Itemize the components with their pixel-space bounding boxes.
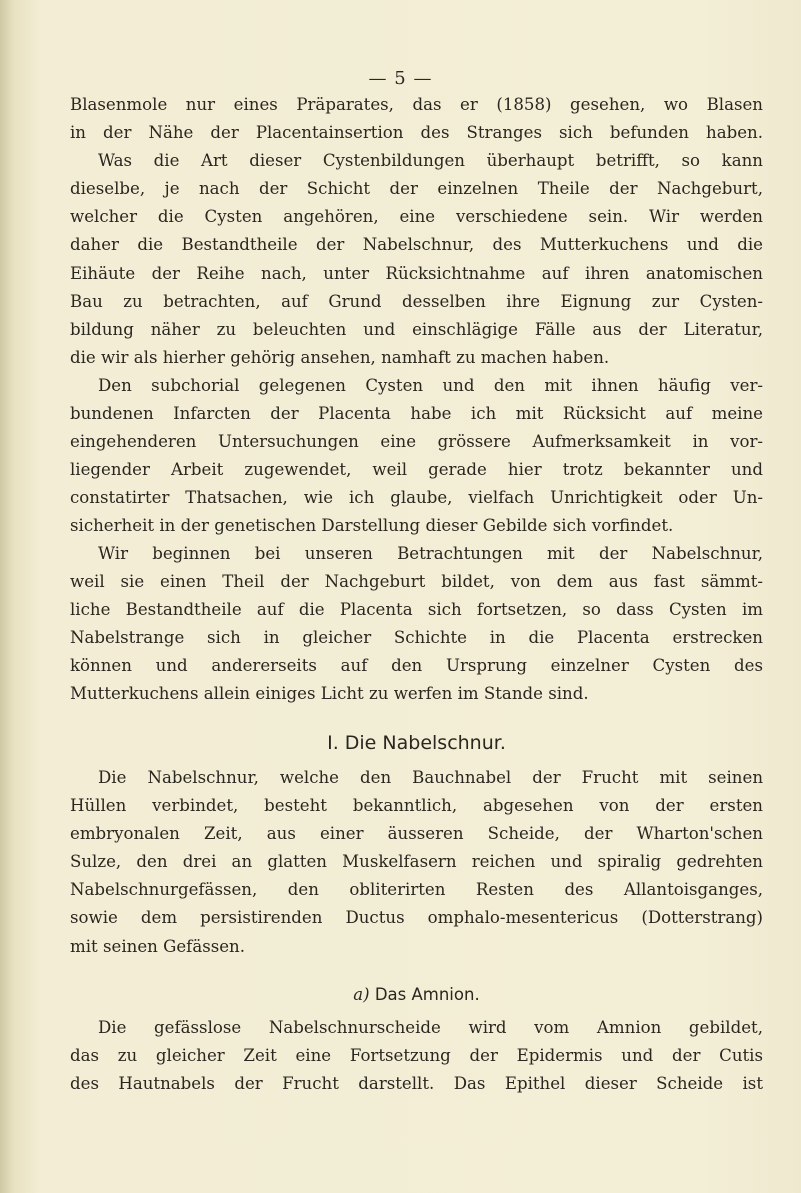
- text-line: Wir beginnen bei unseren Betrachtungen mit der Nabelschnur,: [98, 544, 763, 563]
- paragraph-5: [70, 1014, 763, 1098]
- text-line: in der Nähe der Placentainsertion des Stranges sich befunden haben.: [70, 123, 763, 143]
- text-line: das zu gleicher Zeit eine Fortsetzung der Epidermis und der Cutis: [70, 1046, 763, 1066]
- text-line: Die Nabelschnur, welche den Bauchnabel der Frucht mit seinen: [98, 768, 763, 787]
- text-line: des Hautnabels der Frucht darstellt. Das Epithel dieser Scheide ist: [70, 1074, 763, 1094]
- text-line: mit seinen Gefässen.: [70, 936, 246, 956]
- text-line: welcher die Cysten angehören, eine verschiedene sein. Wir werden: [70, 207, 763, 227]
- page-number: — 5 —: [368, 68, 433, 89]
- text-line: daher die Bestandtheile der Nabelschnur, des Mutterkuchens und die: [70, 235, 763, 255]
- text-line: Nabelschnurgefässen, den obliterirten Resten des Allantoisganges,: [70, 880, 763, 900]
- text-line: Nabelstrange sich in gleicher Schichte in die Placenta erstrecken: [70, 628, 763, 648]
- paragraph-3: [70, 540, 763, 709]
- text-line: Den subchorial gelegenen Cysten und den mit ihnen häufig ver-: [98, 376, 763, 395]
- text-line: Eihäute der Reihe nach, unter Rücksichtnahme auf ihren anatomischen: [70, 263, 763, 283]
- paragraph-4: [70, 764, 763, 961]
- text-line: Hüllen verbindet, besteht bekanntlich, abgesehen von der ersten: [70, 796, 763, 816]
- subsection-title: Das Amnion.: [374, 985, 480, 1004]
- text-line: Was die Art dieser Cystenbildungen überhaupt betrifft, so kann: [98, 151, 763, 171]
- text-line: sowie dem persistirenden Ductus omphalo-mesentericus (Dotterstrang): [70, 908, 763, 928]
- text-line: liegender Arbeit zugewendet, weil gerade hier trotz bekannter und: [70, 460, 763, 480]
- text-line: weil sie einen Theil der Nachgeburt bildet, von dem aus fast sämmt-: [70, 572, 763, 592]
- text-line: embryonalen Zeit, aus einer äusseren Scheide, der Wharton'schen: [70, 824, 763, 844]
- text-line: eingehenderen Untersuchungen eine grössere Aufmerksamkeit in vor-: [70, 432, 763, 452]
- paragraph-1: [70, 91, 763, 372]
- text-line: constatirter Thatsachen, wie ich glaube, vielfach Unrichtigkeit oder Un-: [70, 488, 763, 508]
- subsection-label: a): [353, 985, 370, 1004]
- text-line: bildung näher zu beleuchten und einschlägige Fälle aus der Literatur,: [70, 319, 763, 339]
- text-line: sicherheit in der genetischen Darstellung dieser Gebilde sich vorfindet.: [70, 516, 674, 536]
- text-line: dieselbe, je nach der Schicht der einzelnen Theile der Nachgeburt,: [70, 179, 763, 199]
- text-line: die wir als hierher gehörig ansehen, namhaft zu machen haben.: [70, 347, 610, 367]
- text-line: liche Bestandtheile auf die Placenta sich fortsetzen, so dass Cysten im: [70, 600, 763, 620]
- text-line: Blasenmole nur eines Präparates, das er (1858) gesehen, wo Blasen: [70, 95, 763, 114]
- section-heading: I. Die Nabelschnur.: [327, 732, 506, 754]
- text-line: Mutterkuchens allein einiges Licht zu werfen im Stande sind.: [70, 684, 589, 704]
- text-line: Die gefässlose Nabelschnurscheide wird vom Amnion gebildet,: [98, 1018, 763, 1037]
- text-line: können und andererseits auf den Ursprung einzelner Cysten des: [70, 656, 763, 676]
- text-line: Bau zu betrachten, auf Grund desselben ihre Eignung zur Cysten-: [70, 291, 763, 311]
- text-line: bundenen Infarcten der Placenta habe ich mit Rücksicht auf meine: [70, 404, 763, 424]
- text-line: Sulze, den drei an glatten Muskelfasern reichen und spiralig gedrehten: [70, 852, 763, 872]
- paragraph-2: [70, 372, 763, 541]
- subsection-heading: [70, 985, 763, 1004]
